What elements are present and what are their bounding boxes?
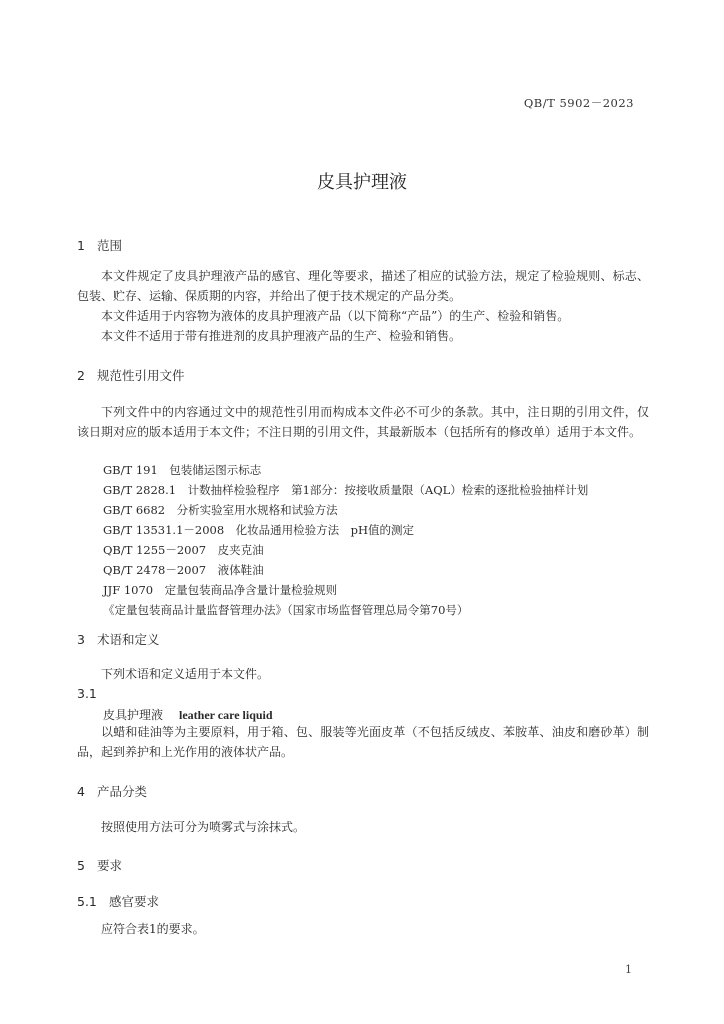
section-5-heading <box>77 856 122 874</box>
subsection-number: 5.1 <box>77 894 97 909</box>
page-number: 1 <box>625 963 632 976</box>
section-number: 2 <box>77 368 85 383</box>
subsection-title: 感官要求 <box>109 894 160 909</box>
section-2-intro: 下列文件中的内容通过文中的规范性引用而构成本文件必不可少的条款。其中，注日期的引用文件，仅该日期对应的版本适用于本文件；不注日期的引用文件，其最新版本（包括所有的修改单）适用于本文件。 <box>77 405 649 439</box>
reference-item: GB/T 2828.1 计数抽样检验程序 第1部分：按接收质量限（AQL）检索的逐批检验抽样计划 <box>103 483 589 497</box>
section-3-heading <box>77 630 160 648</box>
section-1-heading <box>77 236 122 254</box>
section-number: 3 <box>77 632 85 647</box>
section-title: 产品分类 <box>97 784 148 799</box>
subsection-5-1-heading <box>77 892 159 910</box>
reference-item: GB/T 6682 分析实验室用水规格和试验方法 <box>103 503 338 517</box>
reference-item: QB/T 1255－2007 皮夹克油 <box>103 543 264 557</box>
term-chinese: 皮具护理液 <box>103 708 164 722</box>
term-definition: 以蜡和硅油等为主要原料，用于箱、包、服装等光面皮革（不包括反绒皮、苯胺革、油皮和磨砂革）制品，起到养护和上光作用的液体状产品。 <box>77 725 649 759</box>
subsection-5-1-text: 应符合表1的要求。 <box>101 922 205 936</box>
section-1-paragraph-3: 本文件不适用于带有推进剂的皮具护理液产品的生产、检验和销售。 <box>101 329 462 343</box>
section-title: 要求 <box>97 858 123 873</box>
section-4-heading <box>77 782 147 800</box>
section-title: 术语和定义 <box>97 632 160 647</box>
section-3-intro: 下列术语和定义适用于本文件。 <box>101 667 270 681</box>
reference-item: GB/T 13531.1－2008 化妆品通用检验方法 pH值的测定 <box>103 523 415 537</box>
section-title: 规范性引用文件 <box>97 368 185 383</box>
section-1-paragraph-2: 本文件适用于内容物为液体的皮具护理液产品（以下简称“产品”）的生产、检验和销售。 <box>101 309 570 323</box>
reference-item: QB/T 2478－2007 液体鞋油 <box>103 563 264 577</box>
standard-number: QB/T 5902－2023 <box>523 96 634 110</box>
section-1-paragraph-1: 本文件规定了皮具护理液产品的感官、理化等要求，描述了相应的试验方法，规定了检验规则、标志、包装、贮存、运输、保质期的内容，并给出了便于技术规定的产品分类。 <box>77 269 649 303</box>
term-entry <box>103 706 273 723</box>
section-number: 1 <box>77 238 85 253</box>
section-number: 5 <box>77 858 85 873</box>
reference-item: JJF 1070 定量包装商品净含量计量检验规则 <box>103 583 338 597</box>
section-4-text: 按照使用方法可分为喷雾式与涂抹式。 <box>101 820 306 834</box>
document-title: 皮具护理液 <box>317 172 407 193</box>
term-number: 3.1 <box>77 686 97 701</box>
reference-item: 《定量包装商品计量监督管理办法》（国家市场监督管理总局令第70号） <box>103 603 469 617</box>
reference-item: GB/T 191 包装储运图示标志 <box>103 463 262 477</box>
section-title: 范围 <box>97 238 123 253</box>
section-2-heading <box>77 366 185 384</box>
section-number: 4 <box>77 784 85 799</box>
term-english: leather care liquid <box>179 708 273 722</box>
